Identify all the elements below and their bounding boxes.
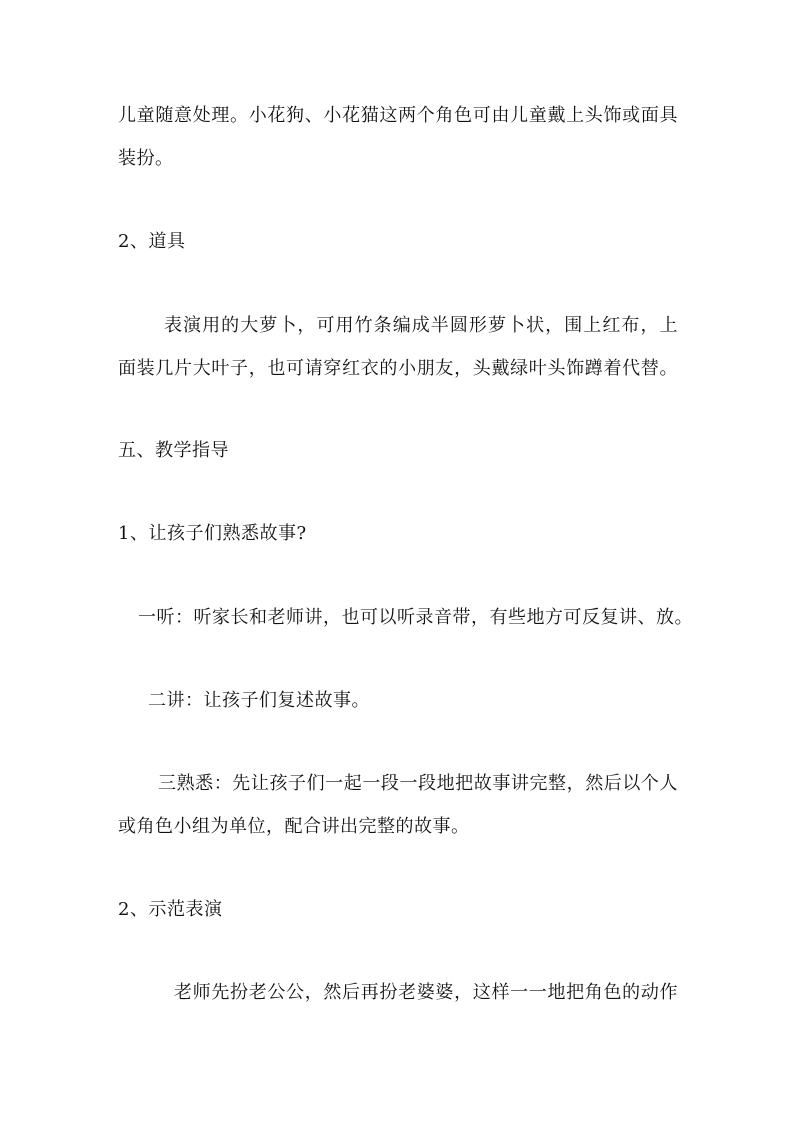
paragraph-line: 儿童随意处理。小花狗、小花猫这两个角色可由儿童戴上头饰或面具 xyxy=(118,105,678,126)
paragraph-line: 一听：听家长和老师讲，也可以听录音带，有些地方可反复讲、放。 xyxy=(138,607,693,628)
paragraph-line: 二讲：让孩子们复述故事。 xyxy=(148,690,370,711)
section-heading: 五、教学指导 xyxy=(118,440,229,461)
paragraph-line: 老师先扮老公公，然后再扮老婆婆，这样一一地把角色的动作 xyxy=(174,982,678,1003)
section-heading: 2、道具 xyxy=(118,231,186,252)
paragraph-line: 三熟悉：先让孩子们一起一段一段地把故事讲完整，然后以个人 xyxy=(158,773,678,794)
section-heading: 1、让孩子们熟悉故事? xyxy=(118,523,307,544)
paragraph-line: 表演用的大萝卜，可用竹条编成半圆形萝卜状，围上红布，上 xyxy=(164,315,678,336)
paragraph-line: 装扮。 xyxy=(118,148,174,169)
section-heading: 2、示范表演 xyxy=(118,899,223,920)
paragraph-line: 或角色小组为单位，配合讲出完整的故事。 xyxy=(118,816,470,837)
paragraph-line: 面装几片大叶子，也可请穿红衣的小朋友，头戴绿叶头饰蹲着代替。 xyxy=(118,358,678,379)
